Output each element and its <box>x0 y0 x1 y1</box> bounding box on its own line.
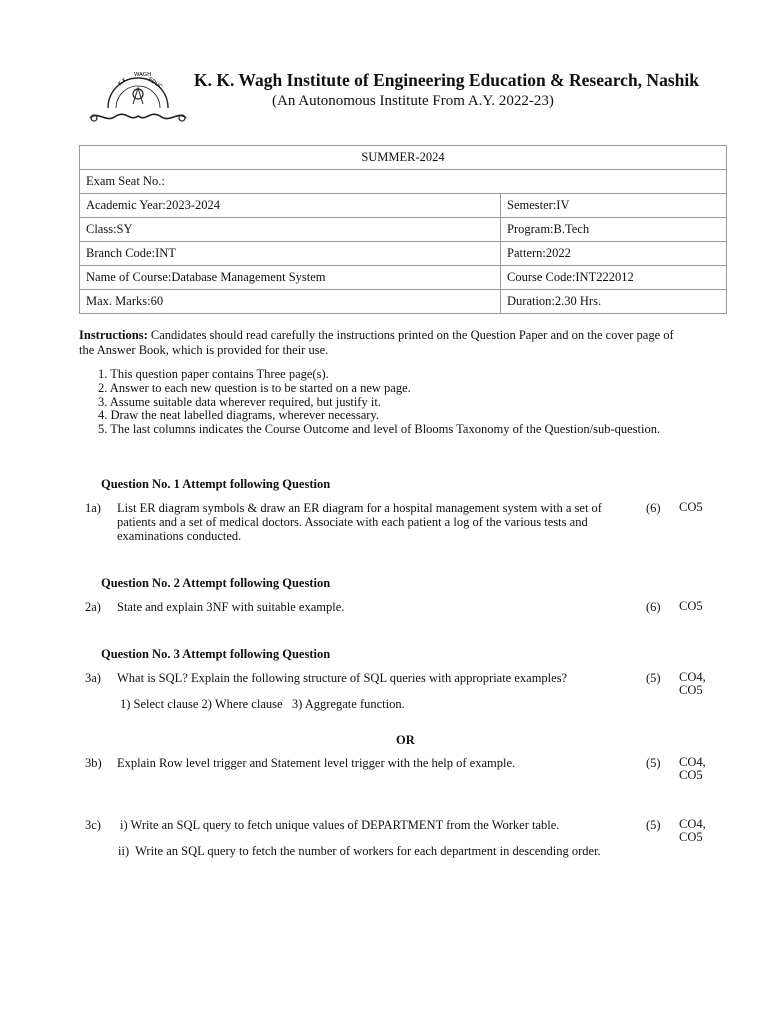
institute-name: K. K. Wagh Institute of Engineering Education & Research, Nashik <box>194 70 699 90</box>
question-marks: (5) <box>646 756 661 770</box>
course-outcome-line: CO4, <box>679 755 706 769</box>
svg-text:K.K.: K.K. <box>117 76 130 88</box>
question-marks: (6) <box>646 501 661 515</box>
course-name-cell: Name of Course:Database Management System <box>80 266 501 290</box>
question-text: ii) Write an SQL query to fetch the number of workers for each department in descending order. <box>118 844 601 858</box>
exam-seat-cell: Exam Seat No.: <box>80 170 727 194</box>
question-number: 3c) <box>85 818 101 832</box>
max-marks-cell: Max. Marks:60 <box>80 290 501 314</box>
or-separator: OR <box>396 733 415 747</box>
instructions-paragraph <box>79 328 679 358</box>
branch-code-cell: Branch Code:INT <box>80 242 501 266</box>
question-text: Explain Row level trigger and Statement level trigger with the help of example. <box>117 756 516 770</box>
pattern-cell: Pattern:2022 <box>501 242 727 266</box>
question-marks: (5) <box>646 818 661 832</box>
instruction-item: 4. Draw the neat labelled diagrams, wherever necessary. <box>98 408 380 423</box>
question-marks: (6) <box>646 600 661 614</box>
question-subparts: 1) Select clause 2) Where clause 3) Aggregate function. <box>120 697 405 711</box>
question-1-heading: Question No. 1 Attempt following Question <box>101 477 331 491</box>
question-3-heading: Question No. 3 Attempt following Question <box>101 647 331 661</box>
instruction-item: 5. The last columns indicates the Course Outcome and level of Blooms Taxonomy of the Question/sub-question. <box>98 422 661 437</box>
instructions-text: Candidates should read carefully the instructions printed on the Question Paper and on the cover page of the Answer Book, which is provided for their use. <box>79 328 674 357</box>
question-number: 3b) <box>85 756 102 770</box>
course-outcome <box>679 756 706 782</box>
question-text: i) Write an SQL query to fetch unique values of DEPARTMENT from the Worker table. <box>120 818 560 832</box>
duration-cell: Duration:2.30 Hrs. <box>501 290 727 314</box>
semester-cell: Semester:IV <box>501 194 727 218</box>
course-outcome <box>679 818 706 844</box>
class-cell: Class:SY <box>80 218 501 242</box>
question-text: List ER diagram symbols & draw an ER diagram for a hospital management system with a set of patients and a set of medical doctors. Associate with each patient a log of the various tests and examinations conducted. <box>117 501 602 543</box>
question-number: 1a) <box>85 501 101 515</box>
program-cell: Program:B.Tech <box>501 218 727 242</box>
academic-year-cell: Academic Year:2023-2024 <box>80 194 501 218</box>
course-outcome-line: CO5 <box>679 768 703 782</box>
institute-logo <box>86 66 190 128</box>
exam-info-table <box>79 145 727 314</box>
instructions-label: Instructions: <box>79 328 148 342</box>
question-number: 3a) <box>85 671 101 685</box>
question-2-heading: Question No. 2 Attempt following Question <box>101 576 331 590</box>
institute-subtitle: (An Autonomous Institute From A.Y. 2022-23) <box>272 93 554 109</box>
question-text: State and explain 3NF with suitable example. <box>117 600 345 614</box>
course-outcome-line: CO5 <box>679 830 703 844</box>
question-number: 2a) <box>85 600 101 614</box>
question-text: What is SQL? Explain the following structure of SQL queries with appropriate examples? <box>117 671 568 685</box>
question-marks: (5) <box>646 671 661 685</box>
svg-text:EDUC: EDUC <box>146 76 164 91</box>
session-cell: SUMMER-2024 <box>80 146 727 170</box>
instruction-item: 2. Answer to each new question is to be started on a new page. <box>98 380 411 395</box>
course-outcome: CO5 <box>679 500 703 514</box>
instructions-list <box>98 368 660 437</box>
instruction-item: 1. This question paper contains Three page(s). <box>98 367 329 381</box>
course-code-cell: Course Code:INT222012 <box>501 266 727 290</box>
course-outcome-line: CO5 <box>679 683 703 697</box>
course-outcome <box>679 671 706 697</box>
course-outcome: CO5 <box>679 599 703 613</box>
instruction-item: 3. Assume suitable data wherever required, but justify it. <box>98 394 381 409</box>
course-outcome-line: CO4, <box>679 817 706 831</box>
svg-text:WAGH: WAGH <box>134 72 152 78</box>
course-outcome-line: CO4, <box>679 670 706 684</box>
